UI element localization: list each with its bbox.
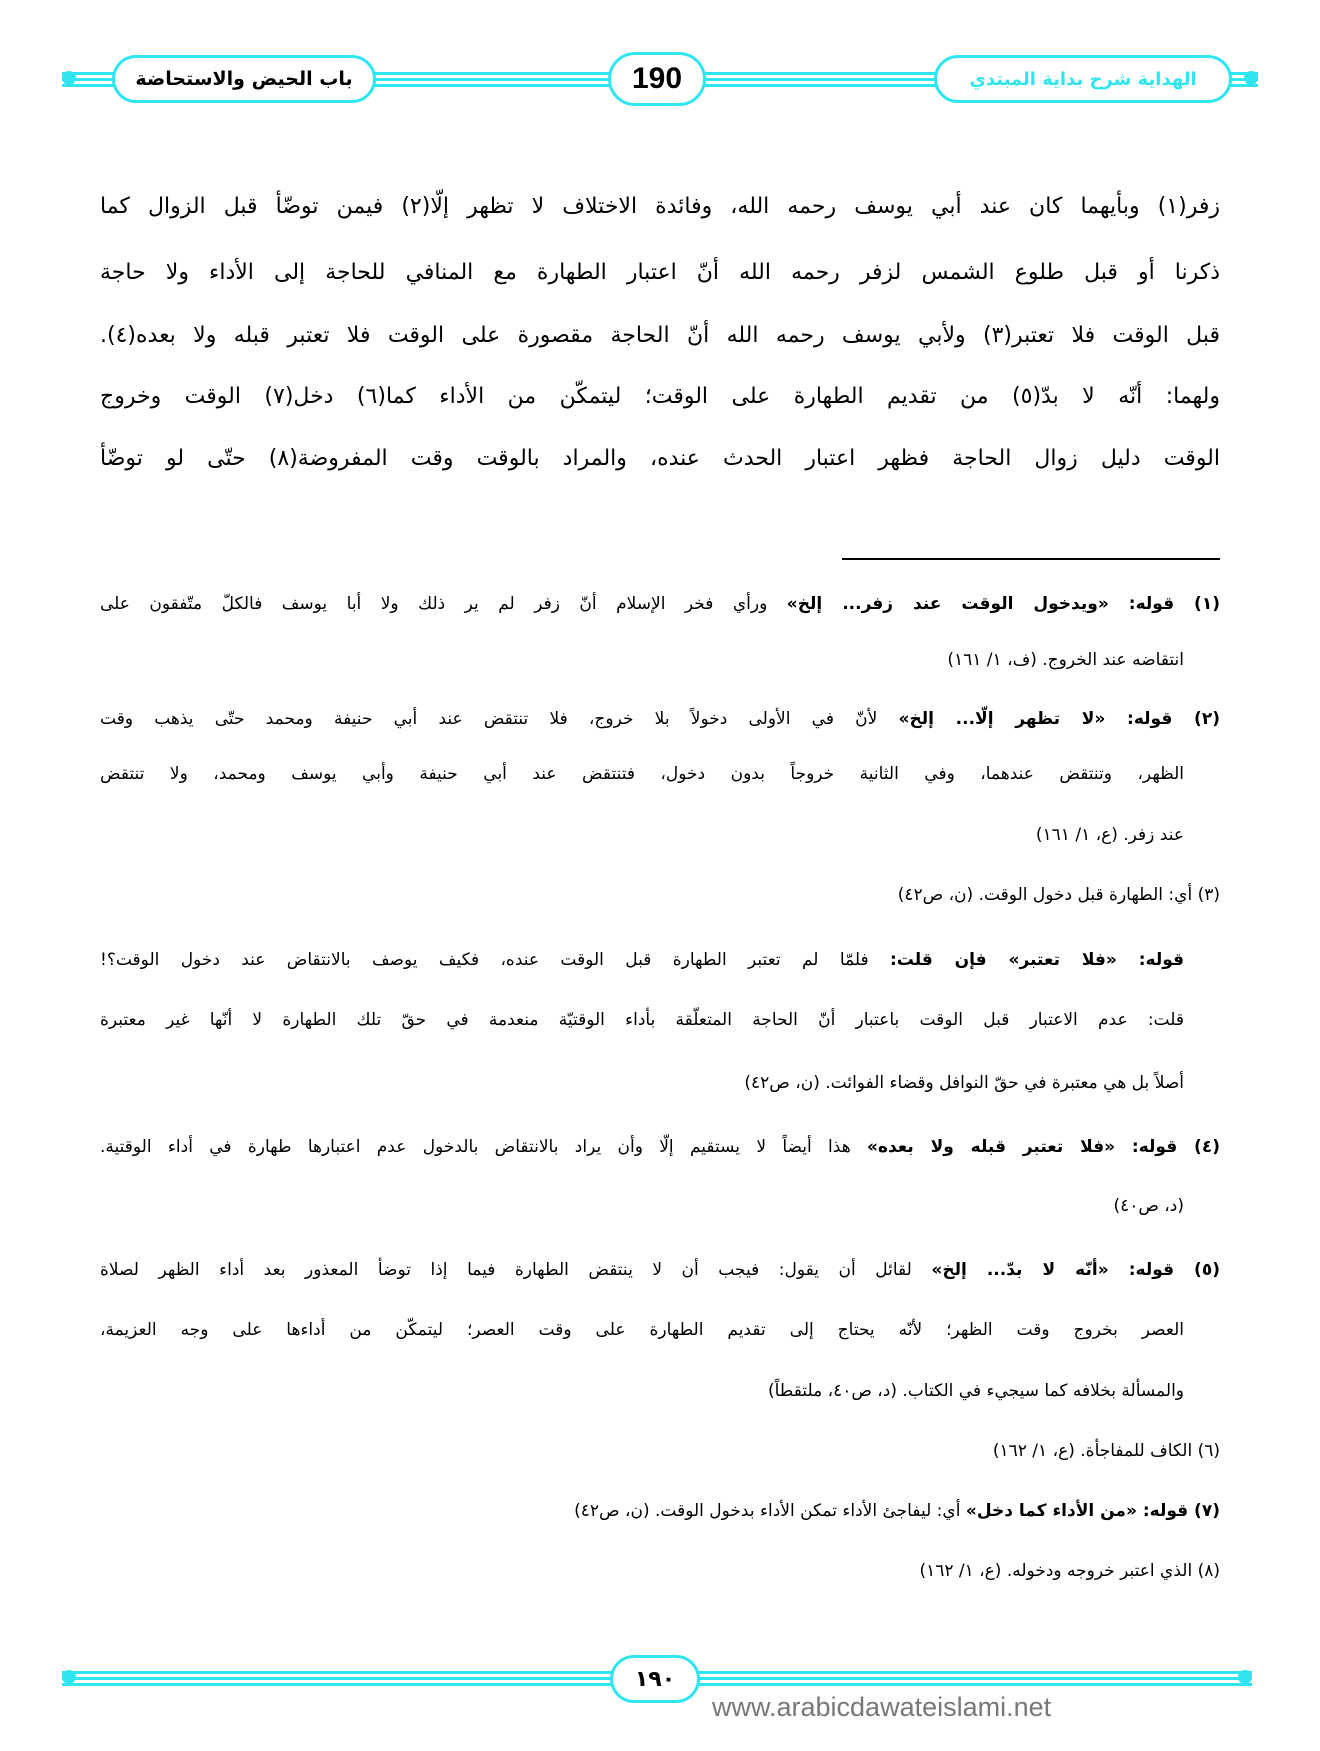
- page-number-box: [608, 52, 706, 106]
- footnote-line: [100, 1253, 1220, 1287]
- book-title: الهداية شرح بداية المبتدي: [969, 68, 1197, 90]
- footnote-text: لأنّ في الأولى دخولاً بلا خروج، فلا تنتقض عند أبي حنيفة ومحمد حتّى يذهب وقت: [100, 709, 899, 729]
- footnote-line: (د، ص٤٠): [1113, 1196, 1184, 1216]
- footnote-line: والمسألة بخلافه كما سيجيء في الكتاب. (د، ص٤٠، ملتقطاً): [767, 1381, 1184, 1401]
- footnote-label: (١) قوله: «ويدخول الوقت عند زفر... إلخ»: [786, 594, 1220, 614]
- footnote-line: [100, 1130, 1220, 1164]
- footnote-separator: [842, 558, 1220, 560]
- footnote-line: عند زفر. (ع، ١/ ١٦١): [1035, 825, 1184, 845]
- footnote-text: لقائل أن يقول: فيجب أن لا ينتقض الطهارة فيما إذا توضأ المعذور بعد أداء الظهر لصلاة: [100, 1260, 932, 1280]
- footnote-line: (٨) الذي اعتبر خروجه ودخوله. (ع، ١/ ١٦٢): [919, 1561, 1220, 1581]
- footnote-label: (٢) قوله: «لا تظهر إلّا... إلخ»: [898, 709, 1220, 729]
- footnote-label: (٤) قوله: «فلا تعتبر قبله ولا بعده»: [866, 1137, 1220, 1157]
- book-title-box: [934, 55, 1232, 103]
- footnote-line: [100, 943, 1184, 977]
- page-number: 190: [631, 62, 683, 95]
- chapter-title: باب الحيض والاستحاضة: [135, 68, 353, 90]
- body-line: الوقت دليل زوال الحاجة فظهر اعتبار الحدث عنده، والمراد بالوقت وقت المفروضة(٨) حتّى لو توضّأ: [100, 446, 1220, 471]
- body-line: ولهما: أنّه لا بدّ(٥) من تقديم الطهارة على الوقت؛ ليتمكّن من الأداء كما(٦) دخل(٧) الوقت وخروج: [100, 384, 1220, 409]
- body-line: زفر(١) وبأيهما كان عند أبي يوسف رحمه الله، وفائدة الاختلاف لا تظهر إلّا(٢) فيمن توضّأ قبل الزوال كما: [100, 194, 1220, 219]
- body-line: ذكرنا أو قبل طلوع الشمس لزفر رحمه الله أنّ اعتبار الطهارة مع المنافي للحاجة إلى الأداء ولا حاجة: [100, 260, 1220, 285]
- footnote-line: الظهر، وتنتقض عندهما، وفي الثانية خروجاً بدون دخول، فتنتقض عند أبي حنيفة وأبي يوسف ومحمد، ولا تنتقض: [100, 764, 1184, 784]
- footnote-line: قلت: عدم الاعتبار قبل الوقت باعتبار أنّ الحاجة المتعلّقة بأداء الوقتيّة منعدمة في حقّ تلك الطهارة لا أنّها غير معتبرة: [100, 1010, 1184, 1030]
- footnote-line: (٣) أي: الطهارة قبل دخول الوقت. (ن، ص٤٢): [897, 885, 1220, 905]
- body-line: قبل الوقت فلا تعتبر(٣) ولأبي يوسف رحمه الله أنّ الحاجة مقصورة على الوقت فلا تعتبر قبله ولا بعده(٤).: [100, 323, 1220, 348]
- footnote-text: هذا أيضاً لا يستقيم إلّا وأن يراد بالانتقاض بالدخول عدم اعتبارها طهارة في أداء الوقتية.: [100, 1137, 867, 1157]
- footer-page-number-box: [610, 1655, 700, 1703]
- footnote-text: أي: ليفاجئ الأداء تمكن الأداء بدخول الوقت. (ن، ص٤٢): [574, 1501, 966, 1521]
- footnote-line: [100, 587, 1220, 621]
- footnote-text: فلمّا لم تعتبر الطهارة قبل الوقت عنده، فكيف يوصف بالانتقاض عند دخول الوقت؟!: [100, 950, 890, 970]
- footnote-line: [100, 1494, 1220, 1528]
- footnote-label: (٥) قوله: «أنّه لا بدّ... إلخ»: [931, 1260, 1220, 1280]
- footnote-label: (٧) قوله: «من الأداء كما دخل»: [965, 1501, 1220, 1521]
- footer-page-number: ١٩٠: [634, 1666, 676, 1692]
- footnote-line: انتقاضه عند الخروج. (ف، ١/ ١٦١): [947, 650, 1184, 670]
- website-url: www.arabicdawateislami.net: [712, 1692, 1052, 1722]
- footnote-text: ورأي فخر الإسلام أنّ زفر لم ير ذلك ولا أبا يوسف فالكلّ متّفقون على: [100, 594, 787, 614]
- footnote-line: (٦) الكاف للمفاجأة. (ع، ١/ ١٦٢): [992, 1441, 1220, 1461]
- footnote-line: العصر بخروج وقت الظهر؛ لأنّه يحتاج إلى تقديم الطهارة على وقت العصر؛ ليتمكّن من أداءها على وجه العزيمة،: [100, 1320, 1184, 1340]
- footnote-label: قوله: «فلا تعتبر» فإن قلت:: [889, 950, 1184, 970]
- chapter-title-box: [112, 55, 376, 103]
- footnote-line: أصلاً بل هي معتبرة في حقّ النوافل وقضاء الفوائت. (ن، ص٤٢): [744, 1073, 1184, 1093]
- footnote-line: [100, 702, 1220, 736]
